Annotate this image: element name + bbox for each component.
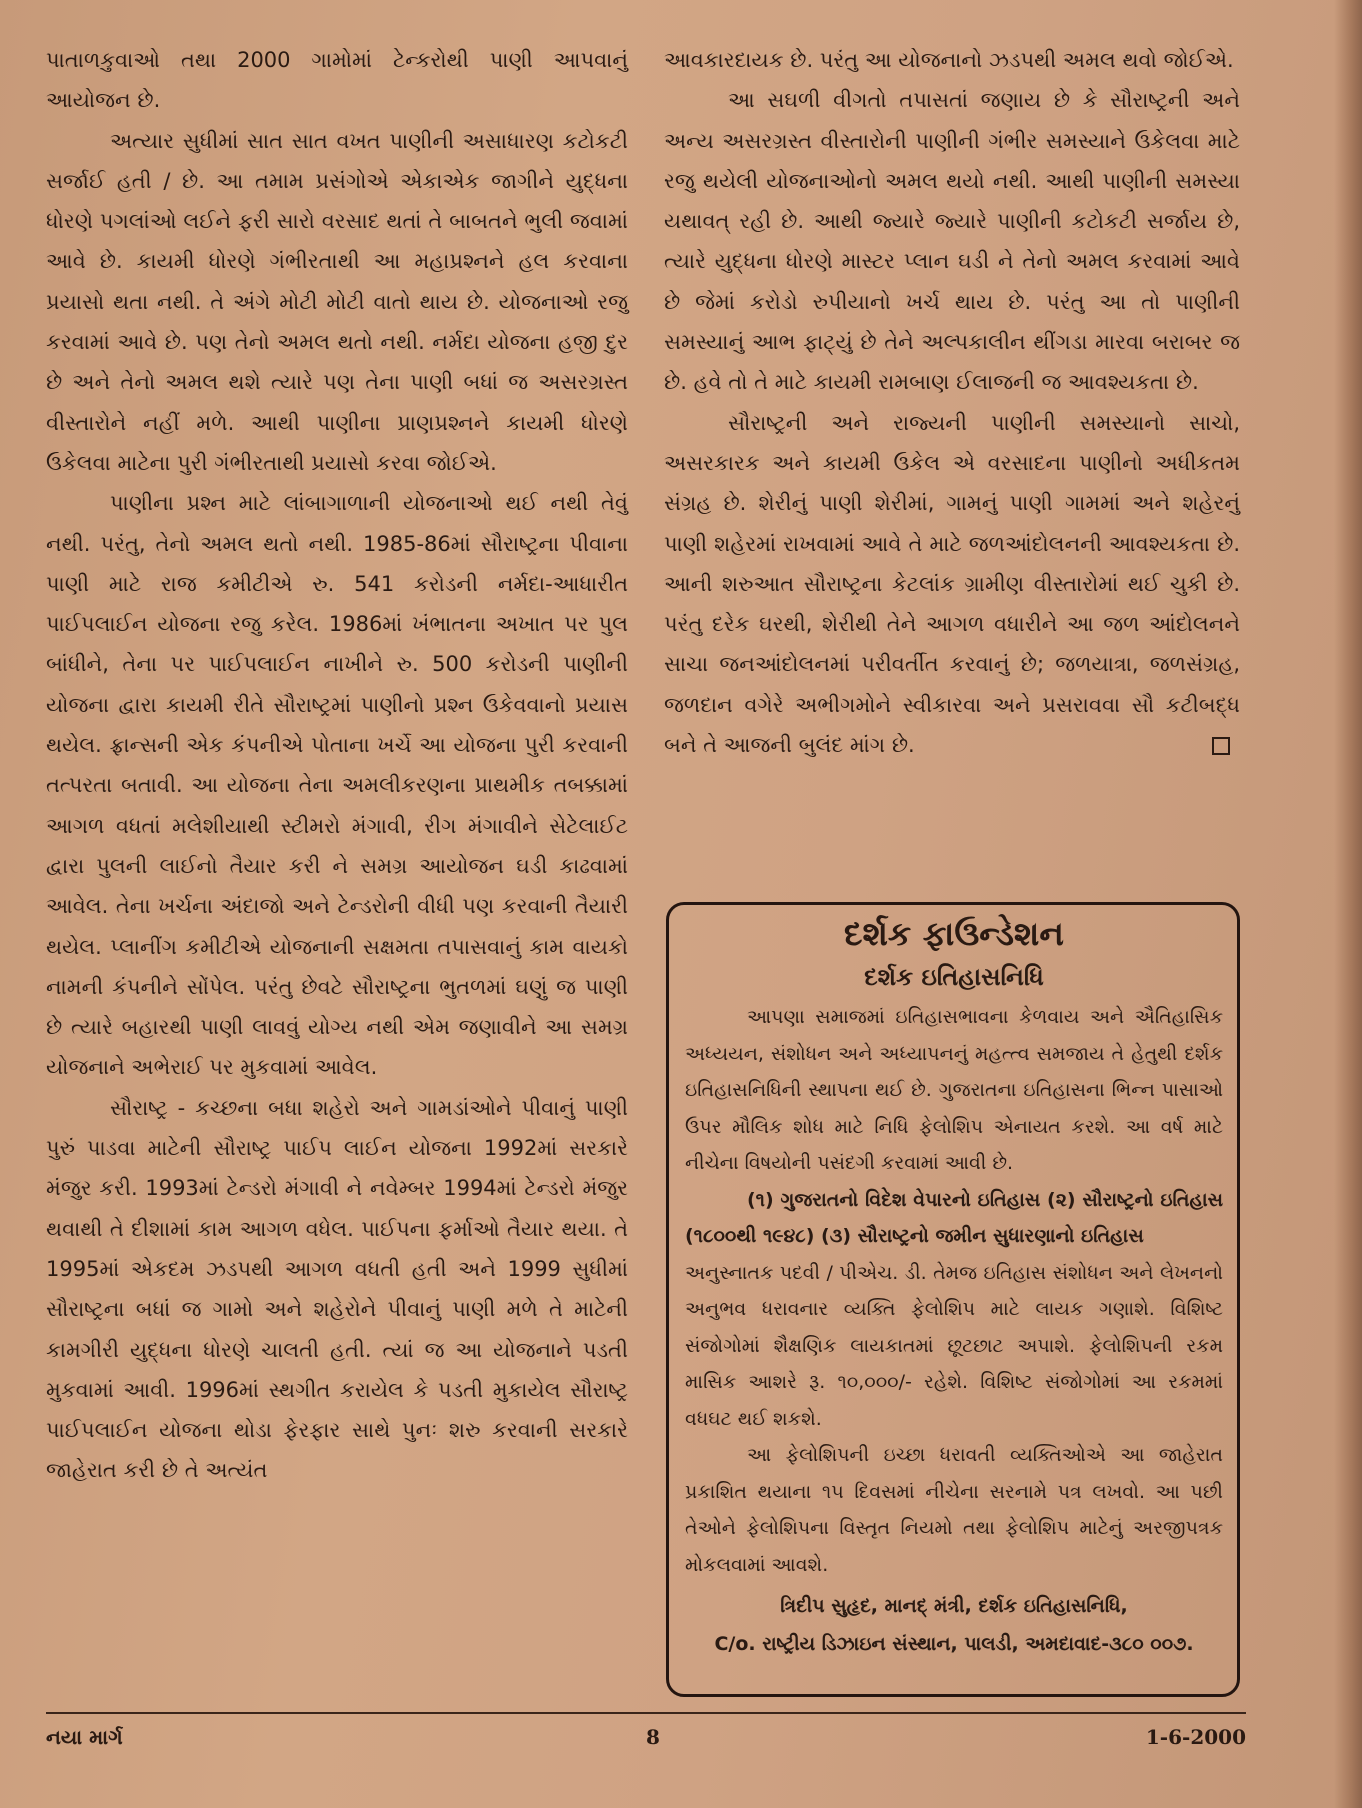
page-edge	[1334, 0, 1362, 1808]
left-paragraph-1: પાતાળકુવાઓ તથા 2000 ગામોમાં ટેન્કરોથી પાણી આપવાનું આયોજન છે.	[46, 48, 628, 113]
left-paragraph-4: સૌરાષ્ટ્ર - કચ્છના બધા શહેરો અને ગામડાંઓને પીવાનું પાણી પુરું પાડવા માટેની સૌરાષ્ટ્ર પાઈપ લાઈન યોજના 1992માં સરકારે મંજુર કરી. 1993માં ટેન્ડરો મંગાવી ને નવેમ્બર 1994માં ટેન્ડરો મંજુર થવાથી તે દીશામાં કામ આગળ વધેલ. પાઈપના ફર્માઓ તૈયાર થયા. તે 1995માં એકદમ ઝડપથી આગળ વધતી હતી અને 1999 સુધીમાં સૌરાષ્ટ્રના બધાં જ ગામો અને શહેરોને પીવાનું પાણી મળે તે માટેની કામગીરી યુદ્ધના ધોરણે ચાલતી હતી. ત્યાં જ આ યોજનાને પડતી મુકવામાં આવી. 1996માં સ્થગીત કરાયેલ કે પડતી મુકાયેલ સૌરાષ્ટ્ર પાઈપલાઈન યોજના થોડા ફેરફાર સાથે પુનઃ શરુ કરવાની સરકારે જાહેરાત કરી છે તે અત્યંત	[46, 1095, 628, 1483]
signature-line-1: ત્રિદીપ સુહૃદ, માનદ્ મંત્રી, દર્શક ઇતિહાસનિધિ,	[780, 1595, 1128, 1617]
right-paragraph-3: સૌરાષ્ટ્રની અને રાજ્યની પાણીની સમસ્યાનો સાચો, અસરકારક અને કાયમી ઉકેલ એ વરસાદના પાણીનો અધીકતમ સંગ્રહ છે. શેરીનું પાણી શેરીમાં, ગામનું પાણી ગામમાં અને શહેરનું પાણી શહેરમાં રાખવામાં આવે તે માટે જળઆંદોલનની આવશ્યકતા છે. આની શરુઆત સૌરાષ્ટ્રના કેટલાંક ગ્રામીણ વીસ્તારોમાં થઈ ચુકી છે. પરંતુ દરેક ઘરથી, શેરીથી તેને આગળ વધારીને આ જળ આંદોલનને સાચા જનઆંદોલનમાં પરીવર્તીત કરવાનું છે; જળયાત્રા, જળસંગ્રહ, જળદાન વગેરે અભીગમોને સ્વીકારવા અને પ્રસરાવવા સૌ કટીબદ્ધ બને તે આજની બુલંદ માંગ છે.	[664, 410, 1240, 758]
right-paragraph-2: આ સઘળી વીગતો તપાસતાં જણાય છે કે સૌરાષ્ટ્રની અને અન્ય અસરગ્રસ્ત વીસ્તારોની પાણીની ગંભીર સમસ્યાને ઉકેલવા માટે રજુ થયેલી યોજનાઓનો અમલ થયો નથી. આથી પાણીની સમસ્યા યથાવત્ રહી છે. આથી જ્યારે જ્યારે પાણીની કટોકટી સર્જાય છે, ત્યારે યુદ્ધના ધોરણે માસ્ટર પ્લાન ઘડી ને તેનો અમલ કરવામાં આવે છે જેમાં કરોડો રુપીયાનો ખર્ચ થાય છે. પરંતુ આ તો પાણીની સમસ્યાનું આભ ફાટ્યું છે તેને અલ્પકાલીન થીંગડા મારવા બરાબર જ છે. હવે તો તે માટે કાયમી રામબાણ ઈલાજની જ આવશ્યકતા છે.	[664, 88, 1240, 395]
right-column	[664, 40, 1240, 765]
left-column	[46, 40, 628, 1491]
notice-paragraph-2: અનુસ્નાતક પદવી / પીએચ. ડી. તેમજ ઇતિહાસ સંશોધન અને લેખનનો અનુભવ ધરાવનાર વ્યક્તિ ફેલોશિપ માટે લાયક ગણાશે. વિશિષ્ટ સંજોગોમાં શૈક્ષણિક લાયકાતમાં છૂટછાટ અપાશે. ફેલોશિપની રકમ માસિક આશરે રૂ. ૧૦,૦૦૦/- રહેશે. વિશિષ્ટ સંજોગોમાં આ રકમમાં વધઘટ થઈ શકશે.	[685, 1261, 1223, 1430]
end-mark-icon	[1212, 737, 1230, 755]
left-paragraph-3: પાણીના પ્રશ્ન માટે લાંબાગાળાની યોજનાઓ થઈ નથી તેવું નથી. પરંતુ, તેનો અમલ થતો નથી. 1985-86માં સૌરાષ્ટ્રના પીવાના પાણી માટે રાજ કમીટીએ રુ. 541 કરોડની નર્મદા-આધારીત પાઈપલાઈન યોજના રજુ કરેલ. 1986માં ખંભાતના અખાત પર પુલ બાંધીને, તેના પર પાઈપલાઈન નાખીને રુ. 500 કરોડની પાણીની યોજના દ્વારા કાયમી રીતે સૌરાષ્ટ્રમાં પાણીનો પ્રશ્ન ઉકેવવાનો પ્રયાસ થયેલ. ફ્રાન્સની એક કંપનીએ પોતાના ખર્ચે આ યોજના પુરી કરવાની તત્પરતા બતાવી. આ યોજના તેના અમલીકરણના પ્રાથમીક તબક્કામાં આગળ વધતાં મલેશીયાથી સ્ટીમરો મંગાવી, રીગ મંગાવીને સેટેલાઈટ દ્વારા પુલની લાઈનો તૈયાર કરી ને સમગ્ર આયોજન ઘડી કાઢવામાં આવેલ. તેના ખર્ચના અંદાજો અને ટેન્ડરોની વીધી પણ કરવાની તૈયારી થયેલ. પ્લાનીંગ કમીટીએ યોજનાની સક્ષમતા તપાસવાનું કામ વાયકો નામની કંપનીને સોંપેલ. પરંતુ છેવટે સૌરાષ્ટ્રના ભુતળમાં ઘણું જ પાણી છે ત્યારે બહારથી પાણી લાવવું યોગ્ય નથી એમ જણાવીને આ સમગ્ર યોજનાને અભેરાઈ પર મુકવામાં આવેલ.	[46, 491, 628, 1080]
page-footer	[46, 1725, 1246, 1755]
notice-topics: (૧) ગુજરાતનો વિદેશ વેપારનો ઇતિહાસ (૨) સૌરાષ્ટ્રનો ઇતિહાસ (૧૮૦૦થી ૧૯૪૮) (૩) સૌરાષ્ટ્રનો જમીન સુધારણાનો ઇતિહાસ	[685, 1188, 1223, 1247]
page-number: 8	[646, 1725, 660, 1749]
foundation-notice-box	[666, 902, 1240, 1697]
right-paragraph-3-wrap	[664, 403, 1240, 766]
signature-line-2: C/o. રાષ્ટ્રીય ડિઝાઇન સંસ્થાન, પાલડી, અમદાવાદ-૩૮૦ ૦૦૭.	[714, 1633, 1194, 1655]
notice-paragraph-1: આપણા સમાજમાં ઇતિહાસભાવના કેળવાય અને ઐતિહાસિક અધ્યયન, સંશોધન અને અધ્યાપનનું મહત્ત્વ સમજાય તે હેતુથી દર્શક ઇતિહાસનિધિની સ્થાપના થઈ છે. ગુજરાતના ઇતિહાસના ભિન્ન પાસાઓ ઉપર મૌલિક શોધ માટે નિધિ ફેલોશિપ એનાયત કરશે. આ વર્ષ માટે નીચેના વિષયોની પસંદગી કરવામાં આવી છે.	[685, 1006, 1223, 1174]
notice-body	[685, 999, 1223, 1583]
footer-divider	[46, 1712, 1246, 1714]
notice-paragraph-3: આ ફેલોશિપની ઇચ્છા ધરાવતી વ્યક્તિઓએ આ જાહેરાત પ્રકાશિત થયાના ૧૫ દિવસમાં નીચેના સરનામે પત્ર લખવો. આ પછી તેઓને ફેલોશિપના વિસ્તૃત નિયમો તથા ફેલોશિપ માટેનું અરજીપત્રક મોકલવામાં આવશે.	[685, 1444, 1223, 1576]
notice-title: દર્શક ફાઉન્ડેશન	[844, 914, 1064, 953]
right-paragraph-1: આવકારદાયક છે. પરંતુ આ યોજનાનો ઝડપથી અમલ થવો જોઈએ.	[664, 48, 1234, 72]
notice-signature	[685, 1587, 1223, 1663]
issue-date: 1-6-2000	[1145, 1725, 1246, 1749]
left-paragraph-2: અત્યાર સુધીમાં સાત સાત વખત પાણીની અસાધારણ કટોકટી સર્જાઈ હતી / છે. આ તમામ પ્રસંગોએ એકાએક જાગીને યુદ્ધના ધોરણે પગલાંઓ લઈને ફરી સારો વરસાદ થતાં તે બાબતને ભુલી જવામાં આવે છે. કાયમી ધોરણે ગંભીરતાથી આ મહાપ્રશ્નને હલ કરવાના પ્રયાસો થતા નથી. તે અંગે મોટી મોટી વાતો થાય છે. યોજનાઓ રજુ કરવામાં આવે છે. પણ તેનો અમલ થતો નથી. નર્મદા યોજના હજી દુર છે અને તેનો અમલ થશે ત્યારે પણ તેના પાણી બધાં જ અસરગ્રસ્ત વીસ્તારોને નહીં મળે. આથી પાણીના પ્રાણપ્રશ્નને કાયમી ધોરણે ઉકેલવા માટેના પુરી ગંભીરતાથી પ્રયાસો કરવા જોઈએ.	[46, 128, 628, 475]
notice-subtitle: દર્શક ઇતિહાસનિધિ	[864, 963, 1044, 991]
publication-name: નયા માર્ગ	[46, 1725, 123, 1749]
